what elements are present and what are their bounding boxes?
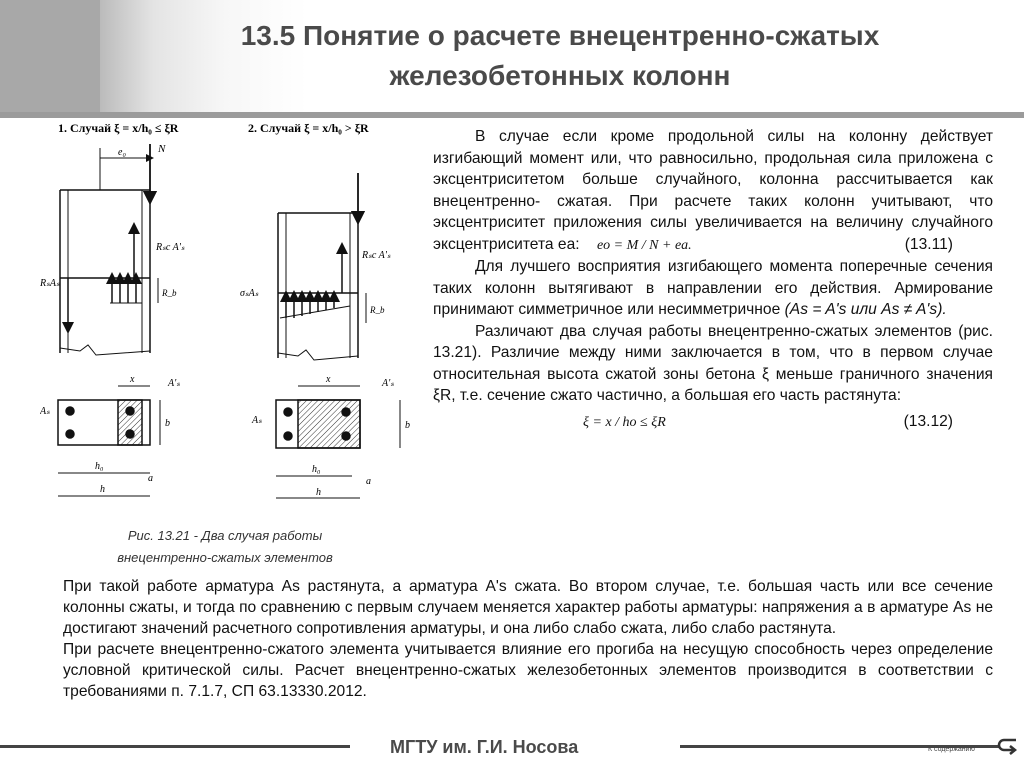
caption-line-1: Рис. 13.21 - Два случая работы [127,528,323,543]
bottom-text-block [63,576,993,702]
title-line-2: железобетонных колонн [389,60,731,91]
case1-label: 1. Случай ξ = x/h₀ ≤ ξR [58,121,179,135]
formula-13-11-number: (13.11) [904,235,953,253]
column-diagram [40,118,425,538]
paragraph-calculation: При расчете внецентренно-сжатого элемента учитывается влияние его прогиба на несущую способность через определение условной критической силы. Расчет внецентренно-сжатых железобетонных элементов производится в соответствии с требованиями п. 7.1.7, СП 63.13330.2012. [63,641,993,700]
formula-13-11: eo = M / N + ea. [596,237,692,253]
paragraph-eccentric: В случае если кроме продольной силы на колонну действует изгибающий момент или, что равносильно, продольная сила приложена с эксцентриситетом больше случайного, колонна рассчитывается как внецентренно- сжатая. При расчете таких колонн учитывают, что эксцентриситет приложения силы увеличивается на величину случайного эксцентриситета ea: eo = M / N + ea. (13.11) [433,126,993,256]
case2-b: b [405,420,410,431]
case2-RbAs: Rₛc A'ₛ [362,250,391,261]
case2-a: a [366,476,371,487]
formula-13-12-number: (13.12) [903,412,953,430]
paragraph-sections: Для лучшего восприятия изгибающего момента поперечные сечения таких колонн вытягивают в направлении его действия. Армирование принимают симметричное или несимметричное (As = A's или As ≠ A's). [433,258,993,318]
case1-h: h [100,484,105,495]
case1-N: N [158,143,166,155]
case2-section [276,386,400,498]
case2-h0: h₀ [312,464,321,475]
case2-label: 2. Случай ξ = x/h₀ > ξR [248,121,369,135]
page-title [120,16,1000,96]
contents-link[interactable]: К содержанию [928,746,975,753]
case1-RsAs: RₛAₛ [40,278,60,289]
case1-h0: h₀ [95,461,104,472]
formula-line [433,411,993,434]
case2-h: h [316,487,321,498]
footer-organization: МГТУ им. Г.И. Носова [390,737,579,757]
paragraph-two-cases: Различают два случая работы внецентренно-сжатых элементов (рис. 13.21). Различие между ними заключается в том, что в первом случае относительная высота сжатой зоны бетона ξ меньше граничного значения ξR, т.е. сечение сжато частично, а большая его часть растянута: [433,322,993,404]
paragraph-reinforcement: При такой работе арматура As растянута, а арматура A's сжата. Во втором случае, т.е. большая часть или все сечение колонны сжаты, и тогда по сравнению с первым случаем меняется характер работы арматуры: напряжения а в арматуре As не достигают значений расчетного сопротивления арматуры, и она либо слабо сжата, либо слабо растянута. [63,578,993,637]
return-icon[interactable] [996,736,1020,756]
case2-As: Aₛ [252,415,262,426]
case1-As-prime: A'ₛ [168,378,180,389]
case2-x: x [326,374,331,385]
figure-caption [60,525,390,569]
case1-section [58,386,160,496]
case1-elevation [60,144,158,355]
case1-a: a [148,473,153,484]
case1-x: x [130,374,135,385]
case2-As-prime: A'ₛ [382,378,394,389]
case1-As: Aₛ [40,406,50,417]
right-text-block [433,126,993,433]
case2-Rb: R_b [370,305,385,315]
case2-sigmaAs: σₛAₛ [240,288,259,299]
case2-elevation [278,173,366,360]
symmetry-condition: (As = A's или As ≠ A's). [784,301,947,318]
case1-e0: e₀ [118,147,126,158]
title-line-1: 13.5 Понятие о расчете внецентренно-сжатых [240,20,880,51]
footer-divider-left [0,745,350,748]
caption-line-2: внецентренно-сжатых элементов [117,550,333,565]
case1-RbAs: Rₛc A'ₛ [156,242,185,253]
case1-b: b [165,418,170,429]
case1-Rb: R_b [162,288,177,298]
formula-13-12: ξ = x / ho ≤ ξR [583,414,666,430]
